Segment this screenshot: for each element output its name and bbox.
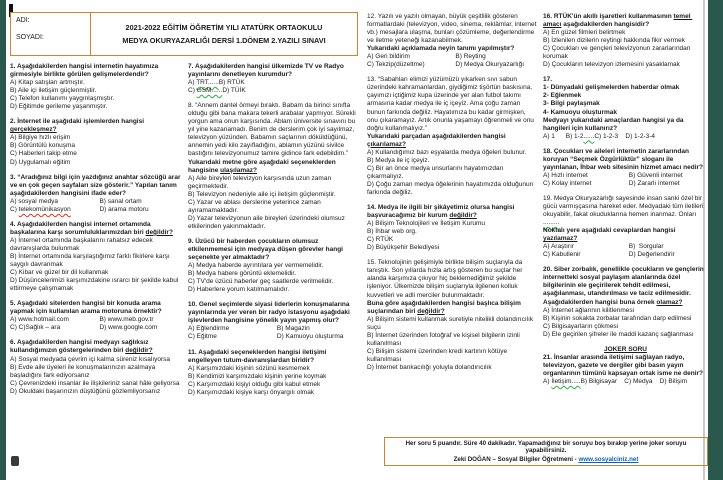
scan-artifact-bottom (11, 456, 19, 466)
text-run: A) sosyal medya (10, 197, 59, 205)
questions-column-2 (188, 63, 359, 404)
text-run: değildir? (417, 307, 445, 315)
question-text (188, 79, 359, 87)
text-run: A) Medya haberde ayrıntılara yer vermemelidir. (188, 262, 324, 270)
question-block (10, 118, 182, 166)
text-run: 10. Genel seçimlerde siyasi liderlerin konuşmalarına yayınlarında yer veren bir radyo istasyonu aşağıdaki işlevlerden hangisine yönelik yayın yapmış olur? (188, 301, 352, 325)
question-text (10, 103, 182, 111)
text-run: C) Haberleri takip etme (10, 150, 77, 158)
text-run: 7. Aşağıdakilerden hangisi ülkemizde TV ve Radyo yayınlarını denetleyen kurumdur? (188, 63, 346, 79)
options-row (10, 206, 182, 214)
text-run: 3. “Aradığınız bilgi için yazdığınız anahtar sözcüğü arar ve en çok geçen sayfaları size gösterir.” (10, 173, 183, 189)
text-run: 12. Yazılı ve yazılı olmayan, büyük çeşitlilik gösteren formatlardaki (televizyon, video, sinema, reklâmlar, internet vb.) mesajlara ulaşma, bunları çözümleme, değerlendirme ve iletme yeteneği kazanabilmek. (367, 13, 539, 45)
website-link[interactable]: www.sosyalciniz.net (578, 456, 639, 463)
question-text (10, 134, 182, 142)
text-run: 13. “Sabahları elimizi yüzümüzü yıkarken sıvı sabun üzerindeki kahramanlardan, giydiğimiz tişörtün baskısına, çayımızı içtiğimiz kupa üzerinde yer alan futbol takımı armasına kadar medya ile iç içeyiz. Ama çoğu zaman bunun farkında değiliz. Hayatımıza bu kadar girmişken, onu çıkaramayız. Artık onunla yaşamayı öğrenmeli ve onu doğru kullanmalıyız.” (367, 76, 536, 132)
exam-title-line2: MEDYA OKURYAZARLIĞI DERSİ 1.DÖNEM 2.YAZILI SINAVI (122, 36, 326, 45)
text-run: Noktalı yere aşağıdaki cevaplardan hangisi (543, 227, 678, 235)
question-text (188, 262, 359, 270)
text-run: B) İnternet üzerinden fotoğraf ve kişisel bilgilerin izinli kullanılması (367, 331, 522, 347)
question-text (188, 238, 359, 262)
surname-label: SOYADI: (16, 34, 44, 41)
question-text (543, 315, 708, 323)
question-text (543, 323, 708, 331)
question-text (10, 269, 182, 277)
text-run: B) sanal ortam (99, 197, 142, 205)
option (543, 251, 629, 259)
option (629, 180, 708, 188)
option (629, 172, 708, 180)
text-run: A) Karşımızdaki kişinin sözünü kesmemek (188, 364, 310, 372)
options-row (188, 333, 359, 341)
question-text (367, 157, 537, 165)
question-text (10, 237, 182, 253)
text-run: 16. RTÜK'ün akıllı işaretleri kullanmasının (543, 13, 674, 20)
text-run: C) Telefon kullanımı yaygınlaşmıştır. (10, 95, 115, 103)
text-run: B) Kendimizi karşımızdaki kişinin yerine koymak (188, 372, 327, 380)
spellcheck-marked-text: ......... (543, 219, 560, 227)
question-text (543, 195, 708, 227)
question-text (10, 221, 182, 237)
text-run: 4. Aşağıdakilerden hangisi internet ortamında başkalarına karşı sorumluluklarımızdan biri (10, 220, 153, 236)
text-run: temel amacı (543, 13, 693, 29)
option (629, 243, 708, 251)
text-run: D) Ele geçirilen şifreler ile maddi kazanç sağlanması (543, 330, 694, 338)
question-text (367, 364, 537, 372)
question-text (10, 79, 182, 87)
exam-title-line1: 2021-2022 EĞİTİM ÖĞRETİM YILI ATATÜRK ORTAOKULU (125, 23, 323, 32)
question-text (543, 84, 708, 92)
question-text (188, 63, 359, 79)
text-run: 1. Aşağıdakilerden hangisi internetin hayatımıza girmesiyle birlikte görülen gelişmelerdendir? (10, 63, 161, 79)
text-run: Aşağıdakilerden hangisi buna örnek (543, 298, 657, 306)
text-run: 21. İnsanlar arasında iletişimi sağlayan radyo, televizyon, gazete ve dergiler gibi basın yayın organlarının tümünü kapsayan ortak isme ne denir? (543, 353, 704, 377)
question-text (188, 270, 359, 278)
text-run: 18. Çocukları ve aileleri internetin zararlarından koruyan “Seçmek Özgürlüktür” sloganı ile yayınlanan, İhbar web sitesinin hizmet amacı nedir? (543, 147, 704, 171)
text-run: A) İnternet ortamında başkalarını rahatsız edecek davranışlarda bulunmak (10, 236, 155, 252)
options-row (543, 180, 708, 188)
text-run: D) Haberlere yorum katılmamalıdır. (188, 286, 290, 294)
question-block (10, 300, 182, 332)
text-run: B) Medya habere görüntü eklemelidir. (188, 270, 297, 278)
text-run: 15. Teknolojinin gelişimiyle birlikte bilişim suçlarıyla da tanıştık. Son yıllarda hızla artış gösteren bu suçlar her alanda karşımıza çıkıyor hiç beklemediğimiz şekilde işleniyor. Ülkemizde bilişim suçlarıyla ilgilenen kolluk kuvvetleri ve adli merciler bulunmaktadır. (367, 259, 525, 299)
question-block (10, 174, 182, 214)
text-run: A) Hızlı internet (543, 171, 588, 179)
text-run: B) Medya ile iç içeyiz. (367, 156, 430, 164)
question-block (10, 63, 182, 111)
text-run: A) Eğlendirme (188, 325, 230, 333)
text-run: aşağıdakilerden hangisidir? (561, 21, 650, 29)
option (543, 172, 629, 180)
options-row (367, 61, 537, 69)
text-run: C) Eğitme (188, 333, 217, 341)
question-block (367, 76, 537, 197)
text-run: Yukarıdaki metne göre aşağıdaki seçeneklerden hangisine (188, 158, 338, 174)
question-block (543, 195, 708, 259)
text-run: A) Bilgiye hızlı erişim (10, 134, 71, 142)
text-run: C) RTÜK (367, 236, 394, 244)
name-label: ADI: (16, 17, 30, 24)
joker-heading (543, 346, 708, 354)
question-block (188, 63, 359, 95)
student-info-header (10, 12, 358, 56)
text-run: C) Tekzip(düzeltme) (367, 61, 425, 69)
question-text (10, 63, 182, 79)
text-run: 14. Medya ile ilgili bir şikâyetimiz olursa hangisi başvuracağımız bir kurum (367, 204, 517, 220)
text-run: 2. İnternet ile aşağıdaki işlemlerden hangisi (10, 118, 146, 126)
question-text (10, 174, 182, 198)
question-text (543, 13, 708, 29)
text-run: A) www.hotmail.com (10, 316, 69, 324)
question-text (543, 378, 708, 386)
text-run: değildir? (449, 212, 477, 220)
text-run: 6. Aşağıdakilerden hangisi medyayı sağlıksız kullandığımızın göstergelerinden biri (10, 339, 151, 355)
text-run: 11. Aşağıdaki seçeneklerden hangisi iletişimi engelleyen tutum-davranışlardan biridir? (188, 348, 329, 364)
question-text (543, 92, 708, 100)
text-run: C) C)Sağlık – ara (10, 324, 61, 332)
question-text (188, 102, 359, 158)
text-run: B) Evde aile üyeleri ile konuşmalarınızın azalmaya başladığını fark ediyorsanız (10, 363, 158, 379)
text-run: A) Kitap satışları artmıştır. (10, 79, 85, 87)
question-text (188, 159, 359, 175)
text-run: değildir? (145, 228, 173, 236)
question-text (543, 227, 708, 243)
text-run: D) Düşüncelerimizi karşımızdakine ısrarcı bir şekilde kabul ettirmeye çalışmamak (10, 277, 181, 293)
question-block (188, 349, 359, 397)
text-run: 5. Aşağıdaki sitelerden hangisi bir konuda arama yapmak için kullanılan arama motoruna örnektir? (10, 300, 163, 316)
text-run: B) İzlenilen dizilerin reytingi hakkında fikir vermek (543, 37, 685, 45)
footer-credit (389, 456, 703, 463)
text-run: 1- Dünyadaki gelişmelerden haberdar olmak (543, 84, 680, 92)
question-text (10, 380, 182, 388)
option (10, 324, 99, 332)
teacher-credit: Zeki DOĞAN – Sosyal Bilgiler Öğretmeni - (453, 456, 579, 463)
question-text (367, 13, 537, 45)
text-run: D) Çoğu zaman medya öğelerinin hayatımızda olduğunun farkında değiliz. (367, 180, 536, 196)
options-row (543, 243, 708, 251)
text-run: A) Araştırır (543, 243, 575, 251)
text-run: B) www.meb.gov.tr (99, 316, 154, 324)
question-text (543, 299, 708, 307)
question-text (367, 300, 537, 316)
question-text (188, 365, 359, 373)
option (455, 53, 537, 61)
option (277, 325, 359, 333)
question-text (367, 45, 537, 53)
question-block (10, 221, 182, 293)
question-text (10, 339, 182, 355)
option (99, 206, 182, 214)
spellcheck-marked-text: İletişim..... (551, 377, 581, 385)
question-text (10, 159, 182, 167)
option (543, 243, 629, 251)
question-text (188, 175, 359, 191)
footer-instructions: Her soru 5 puandır. Süre 40 dakikadır. Yapamadığınız bir soruyu boş bırakıp yerine joker soruyu yapabilirsiniz. (405, 440, 687, 454)
text-run: Yapılan tanım aşağıdakilerden hangisini ifade eder? (10, 181, 179, 197)
options-row (367, 53, 537, 61)
question-text (10, 300, 182, 316)
question-text (188, 301, 359, 325)
questions-column-1 (10, 63, 182, 403)
question-text (367, 236, 537, 244)
question-text (367, 76, 537, 132)
question-text (543, 45, 708, 61)
text-run: C) Bir an önce medya unsurlarını hayatımızdan çıkarmalıyız. (367, 164, 506, 180)
text-run: JOKER SORU (604, 345, 647, 353)
option (629, 251, 708, 259)
option (367, 61, 455, 69)
option (543, 180, 629, 188)
student-id-cell (11, 13, 91, 55)
question-text (188, 381, 359, 389)
text-run: C) Kabullenir (543, 251, 581, 259)
option (99, 324, 182, 332)
question-text (10, 356, 182, 364)
option (188, 325, 277, 333)
text-run: D) Büyükşehir Belediyesi (367, 244, 440, 252)
text-run: 9. Üzücü bir haberden çocukların olumsuz etkilenmemesi için medyaya düşen görevler hangi seçenekte yer almaktadır? (188, 237, 345, 262)
text-run: D) Kamuoyu oluşturma (276, 333, 344, 341)
text-run: D) Zararlı internet (628, 179, 680, 187)
text-run: D) Çocukların televizyon izlemesini yasaklamak (543, 61, 680, 69)
options-row (10, 316, 182, 324)
text-run: B) Sorgular (628, 243, 664, 251)
question-block (543, 346, 708, 386)
text-run: C) Bilişim sistemi üzerinden kredi kartının kötüye kullanılması (367, 347, 509, 363)
text-run: D) arama motoru (99, 205, 149, 213)
text-run: A) (543, 377, 552, 385)
question-block (543, 266, 708, 338)
question-block (367, 204, 537, 252)
question-block (367, 13, 537, 69)
text-run: B) RTÜK (218, 79, 245, 87)
question-text (188, 199, 359, 215)
question-text (367, 348, 537, 364)
text-run: Yukarıdaki açıklamada neyin tanımı yapılmıştır? (367, 45, 515, 53)
question-text (10, 277, 182, 293)
text-run: D) TÜİK (222, 87, 246, 95)
option (188, 333, 277, 341)
text-run: olamaz? (656, 298, 683, 306)
questions-column-3 (367, 13, 537, 379)
question-text (543, 148, 708, 172)
question-text (543, 76, 708, 84)
question-text (10, 118, 182, 134)
option (10, 198, 99, 206)
text-run: A) En güzel filmleri belirtmek (543, 29, 626, 37)
options-row (188, 325, 359, 333)
question-text (367, 316, 537, 332)
question-text (367, 165, 537, 181)
question-text (367, 332, 537, 348)
text-run: C) Karşımızdaki kişiyi olduğu gibi kabul etmek (188, 380, 321, 388)
question-text (543, 37, 708, 45)
text-run: B) Bilgisayar C) Medya D) Bilişim (580, 377, 688, 385)
question-text (10, 87, 182, 95)
text-run: A) Bilişim sistemi kullanmak suretiyle nitelikli dolandırıcılık suçu (367, 315, 535, 331)
spellcheck-marked-text: TRT...... (196, 79, 219, 87)
text-run: Yukarıdaki parçadan aşağıdakilerden hangisi (367, 132, 508, 140)
question-text (188, 349, 359, 365)
text-run: B) Görüntülü konuşma (10, 142, 76, 150)
question-text (367, 220, 537, 228)
text-run: A) İnternet ağlarının kilitlenmesi (543, 306, 635, 314)
text-run: 17. (543, 76, 553, 84)
text-run: B) Magazin (276, 325, 310, 333)
question-text (10, 388, 182, 396)
question-text (367, 228, 537, 236)
text-run: C) (188, 87, 197, 95)
question-text (188, 191, 359, 199)
exam-footer (384, 437, 708, 466)
text-run: 20. Siber zorbalık, genellikle çocukların ve gençlerin internetteki sosyal paylaşım alanlarında özel bilgilerinin ele geçirilerek tehdit edilmesi, aşağılanması, utandırılması ve taciz edilmesidir. (543, 266, 706, 298)
question-text (543, 100, 708, 108)
text-run: Medyayı yukarıdaki amaçlardan hangisi ya da hangileri için kullanırız? (543, 116, 686, 132)
question-text (543, 61, 708, 69)
question-text (188, 373, 359, 381)
question-block (367, 259, 537, 372)
text-run: B) İhbar web org. (367, 228, 417, 236)
question-text (367, 133, 537, 149)
text-run: B) Kişinin sokakta zorbalar tarafından darp edilmesi (543, 314, 692, 322)
left-border-strip (0, 0, 6, 480)
text-run: 19. Medya Okuryazarlığı sayesinde insan sanki özel bir gücü varmışçasına hareket eder. Medyadaki tüm iletileri okuyabilir, fakat okuduklarına hemen inanmaz. Onları (543, 194, 706, 219)
text-run: D) Medya Okuryazarlığı (455, 61, 525, 69)
question-block (188, 102, 359, 231)
question-text (543, 354, 708, 378)
option (10, 206, 99, 214)
option (367, 53, 455, 61)
question-text (367, 204, 537, 220)
option (455, 61, 537, 69)
options-row (543, 172, 708, 180)
question-text (367, 244, 537, 252)
text-run: C) Kibar ve güzel bir dil kullanmak (10, 269, 109, 277)
exam-title (91, 13, 357, 55)
text-run: 8. “Annem dantel örmeyi bıraktı. Babam da birinci sınıfta olduğu gibi bana makara tekerli arabalar yapmıyor. Sürekli yorgun ama onun karşısında. Ablam üniversite sınavını bu yıl yine kazanamadı. Benim de derslerim çok iyi sayılmaz, televizyon yüzünden. Babamın saçlarının döküldüğünü, annemin yedi kilo zayıfladığını, ablamın yüzünü sivilce bastığını televizyonumuz tamire gidince fark edebildim.” (188, 102, 358, 158)
text-run: ulaşılamaz? (220, 166, 258, 174)
question-block (543, 13, 708, 69)
question-text (10, 364, 182, 380)
text-run: B) Televizyon nedeniyle aile içi iletişim güçlenmiştir. (188, 190, 336, 198)
question-text (188, 286, 359, 294)
text-run: D) Eğitimde gerileme yaşanmıştır. (10, 103, 108, 111)
text-run: C) Çevrenizdeki insanlar ile ilişkileriniz sanal hâle geliyorsa (10, 379, 180, 387)
text-run: 3- Bilgi paylaşmak (543, 100, 600, 108)
option (99, 198, 182, 206)
options-row (10, 324, 182, 332)
question-text (543, 117, 708, 133)
text-run: B) Reyting (455, 53, 486, 61)
question-text (543, 29, 708, 37)
question-text (10, 142, 182, 150)
text-run: 2- Eğlenmek (543, 92, 582, 100)
text-run: C) (10, 205, 19, 213)
question-block (188, 301, 359, 341)
question-text (367, 181, 537, 197)
text-run: C) Çocukları ve gençleri televizyonun zararlarından korumak (543, 45, 693, 61)
text-run: A) Geri bildirim (367, 53, 410, 61)
question-text (188, 215, 359, 231)
options-row (543, 251, 708, 259)
text-run: C) 1-2-3 D) 1-2-3-4 (594, 132, 655, 140)
text-run: D) Uygulamalı eğitim (10, 158, 71, 166)
text-run: D) Okuldaki başarınızın düştüğünü gözlemliyorsanız (10, 387, 161, 395)
question-text (10, 95, 182, 103)
text-run: Buna göre aşağıdakilerden hangisi başlıca bilişim suçlarından biri (367, 299, 523, 315)
text-run: A) 1 B) 1-2 (543, 132, 584, 140)
right-border-strip (708, 0, 723, 480)
text-run: A) Aile bireyleri televizyon karşısında uzun zaman geçirmektedir. (188, 174, 333, 190)
text-run: C) Yazar ve ablası derslerine yeterince zaman ayıramamaktadır. (188, 198, 323, 214)
question-block (10, 339, 182, 395)
question-text (188, 87, 359, 95)
question-text (188, 278, 359, 286)
text-run: B) İnternet ortamında karşılaştığımız farklı fikirlere karşı saygılı davranmak (10, 252, 172, 269)
question-text (543, 331, 708, 339)
option (10, 316, 99, 324)
questions-column-4 (543, 13, 708, 393)
text-run: D) Yazar televizyonun aile bireyleri üzerindeki olumsuz etkilerinden yakınmaktadır. (188, 214, 347, 230)
question-text (543, 109, 708, 117)
question-text (543, 266, 708, 298)
text-run: D) Karşımızdaki kişiye karşı önyargılı olmak (188, 388, 315, 396)
option (277, 333, 359, 341)
text-run: C) Bilgisayarların çökmesi (543, 322, 619, 330)
text-run: C) Kolay internet (543, 179, 592, 187)
text-run: D) Değerlendirir (628, 251, 675, 259)
text-run: 4- Kamuoyu oluşturmak (543, 108, 618, 116)
options-row (10, 198, 182, 206)
text-run: A) Kullandığımız bazı eşyalarda medya öğeleri bulunur. (367, 148, 527, 156)
spellcheck-marked-text: GSM...... (196, 87, 223, 95)
text-run: A) Bilişim Teknolojileri ve İletişim Kurumu (367, 220, 485, 228)
text-run: C) TV'de üzücü haberler geç saatlerde verilmelidir. (188, 278, 334, 286)
question-block (543, 76, 708, 140)
question-block (543, 148, 708, 188)
text-run: çıkarılamaz? (367, 140, 407, 148)
question-text (10, 253, 182, 269)
text-run: değildir? (125, 347, 153, 355)
question-text (367, 149, 537, 157)
question-text (543, 307, 708, 315)
question-text (543, 133, 708, 141)
text-run: D) İnternet bankacılığı yoluyla dolandırıcılık (367, 363, 492, 371)
spellcheck-marked-text: ...... (583, 132, 595, 140)
question-block (188, 238, 359, 294)
question-text (10, 150, 182, 158)
spellcheck-marked-text: telekomünikasyon (18, 205, 71, 213)
text-run: B) Güvenli internet (628, 171, 683, 179)
option (99, 316, 182, 324)
question-text (367, 259, 537, 299)
text-run: B) Aile içi iletişim güçlenmiştir. (10, 87, 97, 95)
text-run: A) Sosyal medyada çevrim içi kalma süreniz kısalıyorsa (10, 355, 171, 363)
text-run: D) www.google.com (99, 324, 158, 332)
text-run: gerçekleşmez? (10, 126, 57, 134)
question-text (188, 389, 359, 397)
text-run: yazılamaz? (543, 235, 578, 243)
text-run: A) (188, 79, 197, 87)
